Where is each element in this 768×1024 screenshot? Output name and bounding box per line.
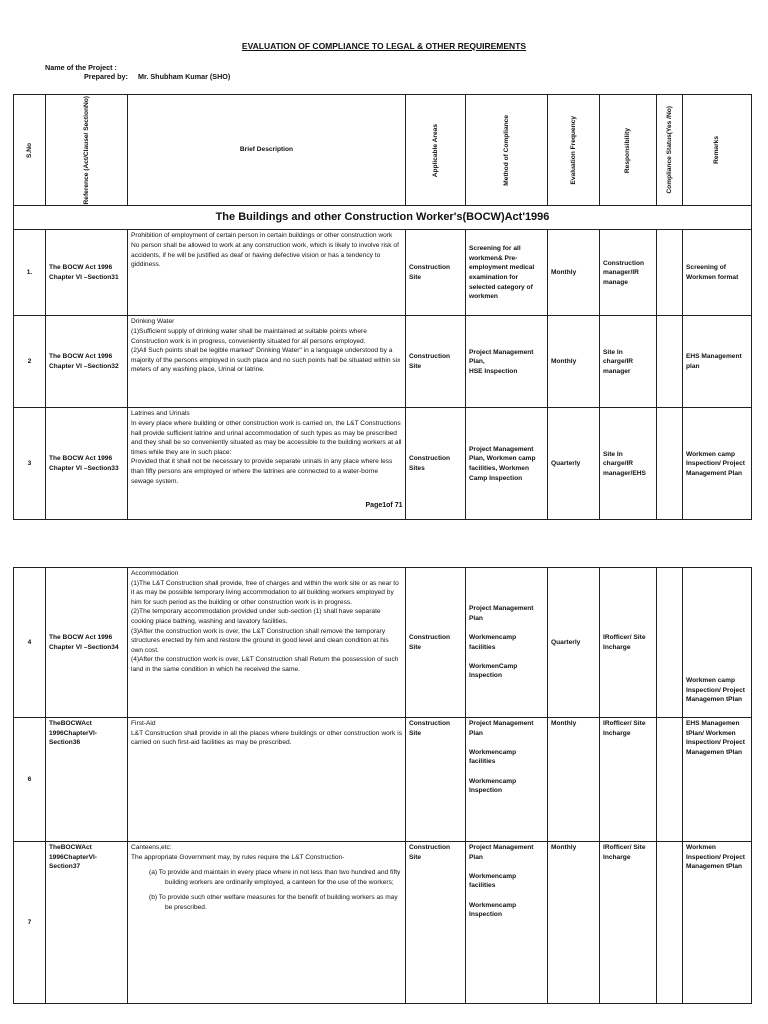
header-areas: Applicable Areas	[406, 95, 466, 206]
section-title: The Buildings and other Construction Worker's(BOCW)Act'1996	[14, 206, 752, 230]
row-sno: 7	[14, 842, 46, 1004]
row-area: Construction Sites	[406, 408, 466, 520]
list-item: (a) To provide and maintain in every place where in not less than two hundred and fifty building workers are ordinarily employed, a canteen for the use of the workers;	[149, 869, 401, 886]
compliance-table-page1	[13, 94, 752, 520]
header-description: Brief Description	[128, 95, 406, 206]
row-remarks: Workmen camp Inspection/ Project Management Plan	[683, 408, 752, 520]
row-frequency: Quarterly	[548, 568, 600, 718]
row-description: Drinking Water (1)Sufficient supply of drinking water shall be maintained at suitable points where Construction work is in progress, conveniently situated for all persons employed. (2)All Such points shall be legible marked" Drinking Water" in a language understood by a majority of the persons employed in such place and no such points hall be situated within six meters of any washing place, Urinal or latrine.	[128, 316, 406, 408]
compliance-table-page2	[13, 567, 752, 1004]
row-description: Prohibition of employment of certain person in certain buildings or other construction work No person shall be allowed to work at any construction work, which is likely to involve risk of accidents, if he will be justified as deaf or having defective vision or has a tendency to giddiness.	[128, 230, 406, 316]
row-frequency: Monthly	[548, 842, 600, 1004]
row-reference: TheBOCWAct 1996ChapterVI-Section36	[46, 718, 128, 842]
row-status	[657, 568, 683, 718]
row-reference: The BOCW Act 1996 Chapter VI –Section34	[46, 568, 128, 718]
row-area: Construction Site	[406, 568, 466, 718]
header-responsibility: Responsibility	[600, 95, 657, 206]
row-reference: The BOCW Act 1996 Chapter VI –Section32	[46, 316, 128, 408]
row-responsibility: Site In charge/IR manager/EHS	[600, 408, 657, 520]
row-status	[657, 842, 683, 1004]
header-status: Compliance Status(Yes /No)	[657, 95, 683, 206]
row-frequency: Monthly	[548, 230, 600, 316]
row-sno: 4	[14, 568, 46, 718]
table-row	[14, 230, 752, 316]
row-reference: TheBOCWAct 1996ChapterVI-Section37	[46, 842, 128, 1004]
row-responsibility: IRofficer/ Site Incharge	[600, 842, 657, 1004]
header-method: Method of Compliance	[466, 95, 548, 206]
row-method: Project Management Plan, Workmen camp facilities, Workmen Camp Inspection	[466, 408, 548, 520]
row-sno: 1.	[14, 230, 46, 316]
row-reference: The BOCW Act 1996 Chapter VI –Section33	[46, 408, 128, 520]
row-remarks: Workmen Inspection/ Project Managemen tPlan	[683, 842, 752, 1004]
header-sno: S.No	[14, 95, 46, 206]
row-remarks: EHS Managemen tPlan/ Workmen Inspection/ Project Managemen tPlan	[683, 718, 752, 842]
row-status	[657, 316, 683, 408]
row-method: Project Management Plan, HSE Inspection	[466, 316, 548, 408]
row-area: Construction Site	[406, 718, 466, 842]
header-reference: Reference (Act/Clause/ SectionNo)	[46, 95, 128, 206]
row-method: Project Management Plan Workmencamp facilities Workmencamp Inspection	[466, 842, 548, 1004]
row-area: Construction Site	[406, 842, 466, 1004]
prepared-by-value: Mr. Shubham Kumar (SHO)	[138, 72, 231, 81]
list-item: (b) To provide such other welfare measures for the benefit of building workers as may be prescribed.	[149, 894, 398, 911]
row-status	[657, 718, 683, 842]
row-description: Accommodation (1)The L&T Construction shall provide, free of charges and within the work site or as near to it as may be possible temporary living accommodation to all building workers employed by him for such period as the building or other construction work is in progress. (2)The temporary accommodation provided under sub-section (1) shall have separate cooking place bathing, washing and lavatory facilities. (3)After the construction work is over, the L&T Construction shall remove the temporary structures erected by him and restore the ground in good level and clean condition at his own cost. (4)After the construction work is over, L&T Construction shall Return the possession of such land in the same condition in which he received the same.	[128, 568, 406, 718]
page-number: Page1of 71	[365, 502, 403, 509]
row-responsibility: Site In charge/IR manager	[600, 316, 657, 408]
row-status	[657, 230, 683, 316]
row-responsibility: IRofficer/ Site Incharge	[600, 568, 657, 718]
row-frequency: Monthly	[548, 718, 600, 842]
row-remarks: EHS Management plan	[683, 316, 752, 408]
prepared-by-label: Prepared by:	[84, 72, 128, 81]
header-remarks: Remarks	[683, 95, 752, 206]
row-description: Latrines and Urinals In every place where building or other construction work is carried on, the L&T Constructions hall provide sufficient latrine and urinal accommodation of such types as may be prescribed and they shall be so conveniently situated as may be accessible to the building workers at all times while they are in such place: Provided that it shall not be necessary to provide separate urinals in any place where less than fifty persons are employed or where the latrines are connected to a water-borne sewage system.	[128, 408, 406, 520]
row-frequency: Monthly	[548, 316, 600, 408]
table-row	[14, 718, 752, 842]
table-row	[14, 316, 752, 408]
row-frequency: Quarterly	[548, 408, 600, 520]
row-responsibility: IRofficer/ Site Incharge	[600, 718, 657, 842]
row-description-text: Canteens,etc: The appropriate Government may, by rules require the L&T Construction-	[131, 844, 345, 861]
row-method: Project Management Plan Workmencamp facilities WorkmenCamp Inspection	[466, 568, 548, 718]
row-description	[128, 842, 406, 1004]
row-remarks: Screening of Workmen format	[683, 230, 752, 316]
row-area: Construction Site	[406, 230, 466, 316]
row-description: First-Aid L&T Construction shall provide in all the places where buildings or other construction work is carried on such first-aid facilities as may be prescribed.	[128, 718, 406, 842]
row-sno: 3	[14, 408, 46, 520]
table-row	[14, 842, 752, 1004]
row-sno: 6	[14, 718, 46, 842]
row-reference: The BOCW Act 1996 Chapter VI –Section31	[46, 230, 128, 316]
row-method: Project Management Plan Workmencamp facilities Workmencamp Inspection	[466, 718, 548, 842]
row-responsibility: Construction manager/IR manage	[600, 230, 657, 316]
document-title: EVALUATION OF COMPLIANCE TO LEGAL & OTHER REQUIREMENTS	[241, 41, 527, 51]
row-remarks: Workmen camp Inspection/ Project Managemen tPlan	[683, 568, 752, 718]
project-label: Name of the Project :	[45, 63, 117, 72]
header-frequency: Evaluation Frequency	[548, 95, 600, 206]
row-method: Screening for all workmen& Pre-employment medical examination for selected category of workmen	[466, 230, 548, 316]
table-row	[14, 568, 752, 718]
row-area: Construction Site	[406, 316, 466, 408]
row-sno: 2	[14, 316, 46, 408]
